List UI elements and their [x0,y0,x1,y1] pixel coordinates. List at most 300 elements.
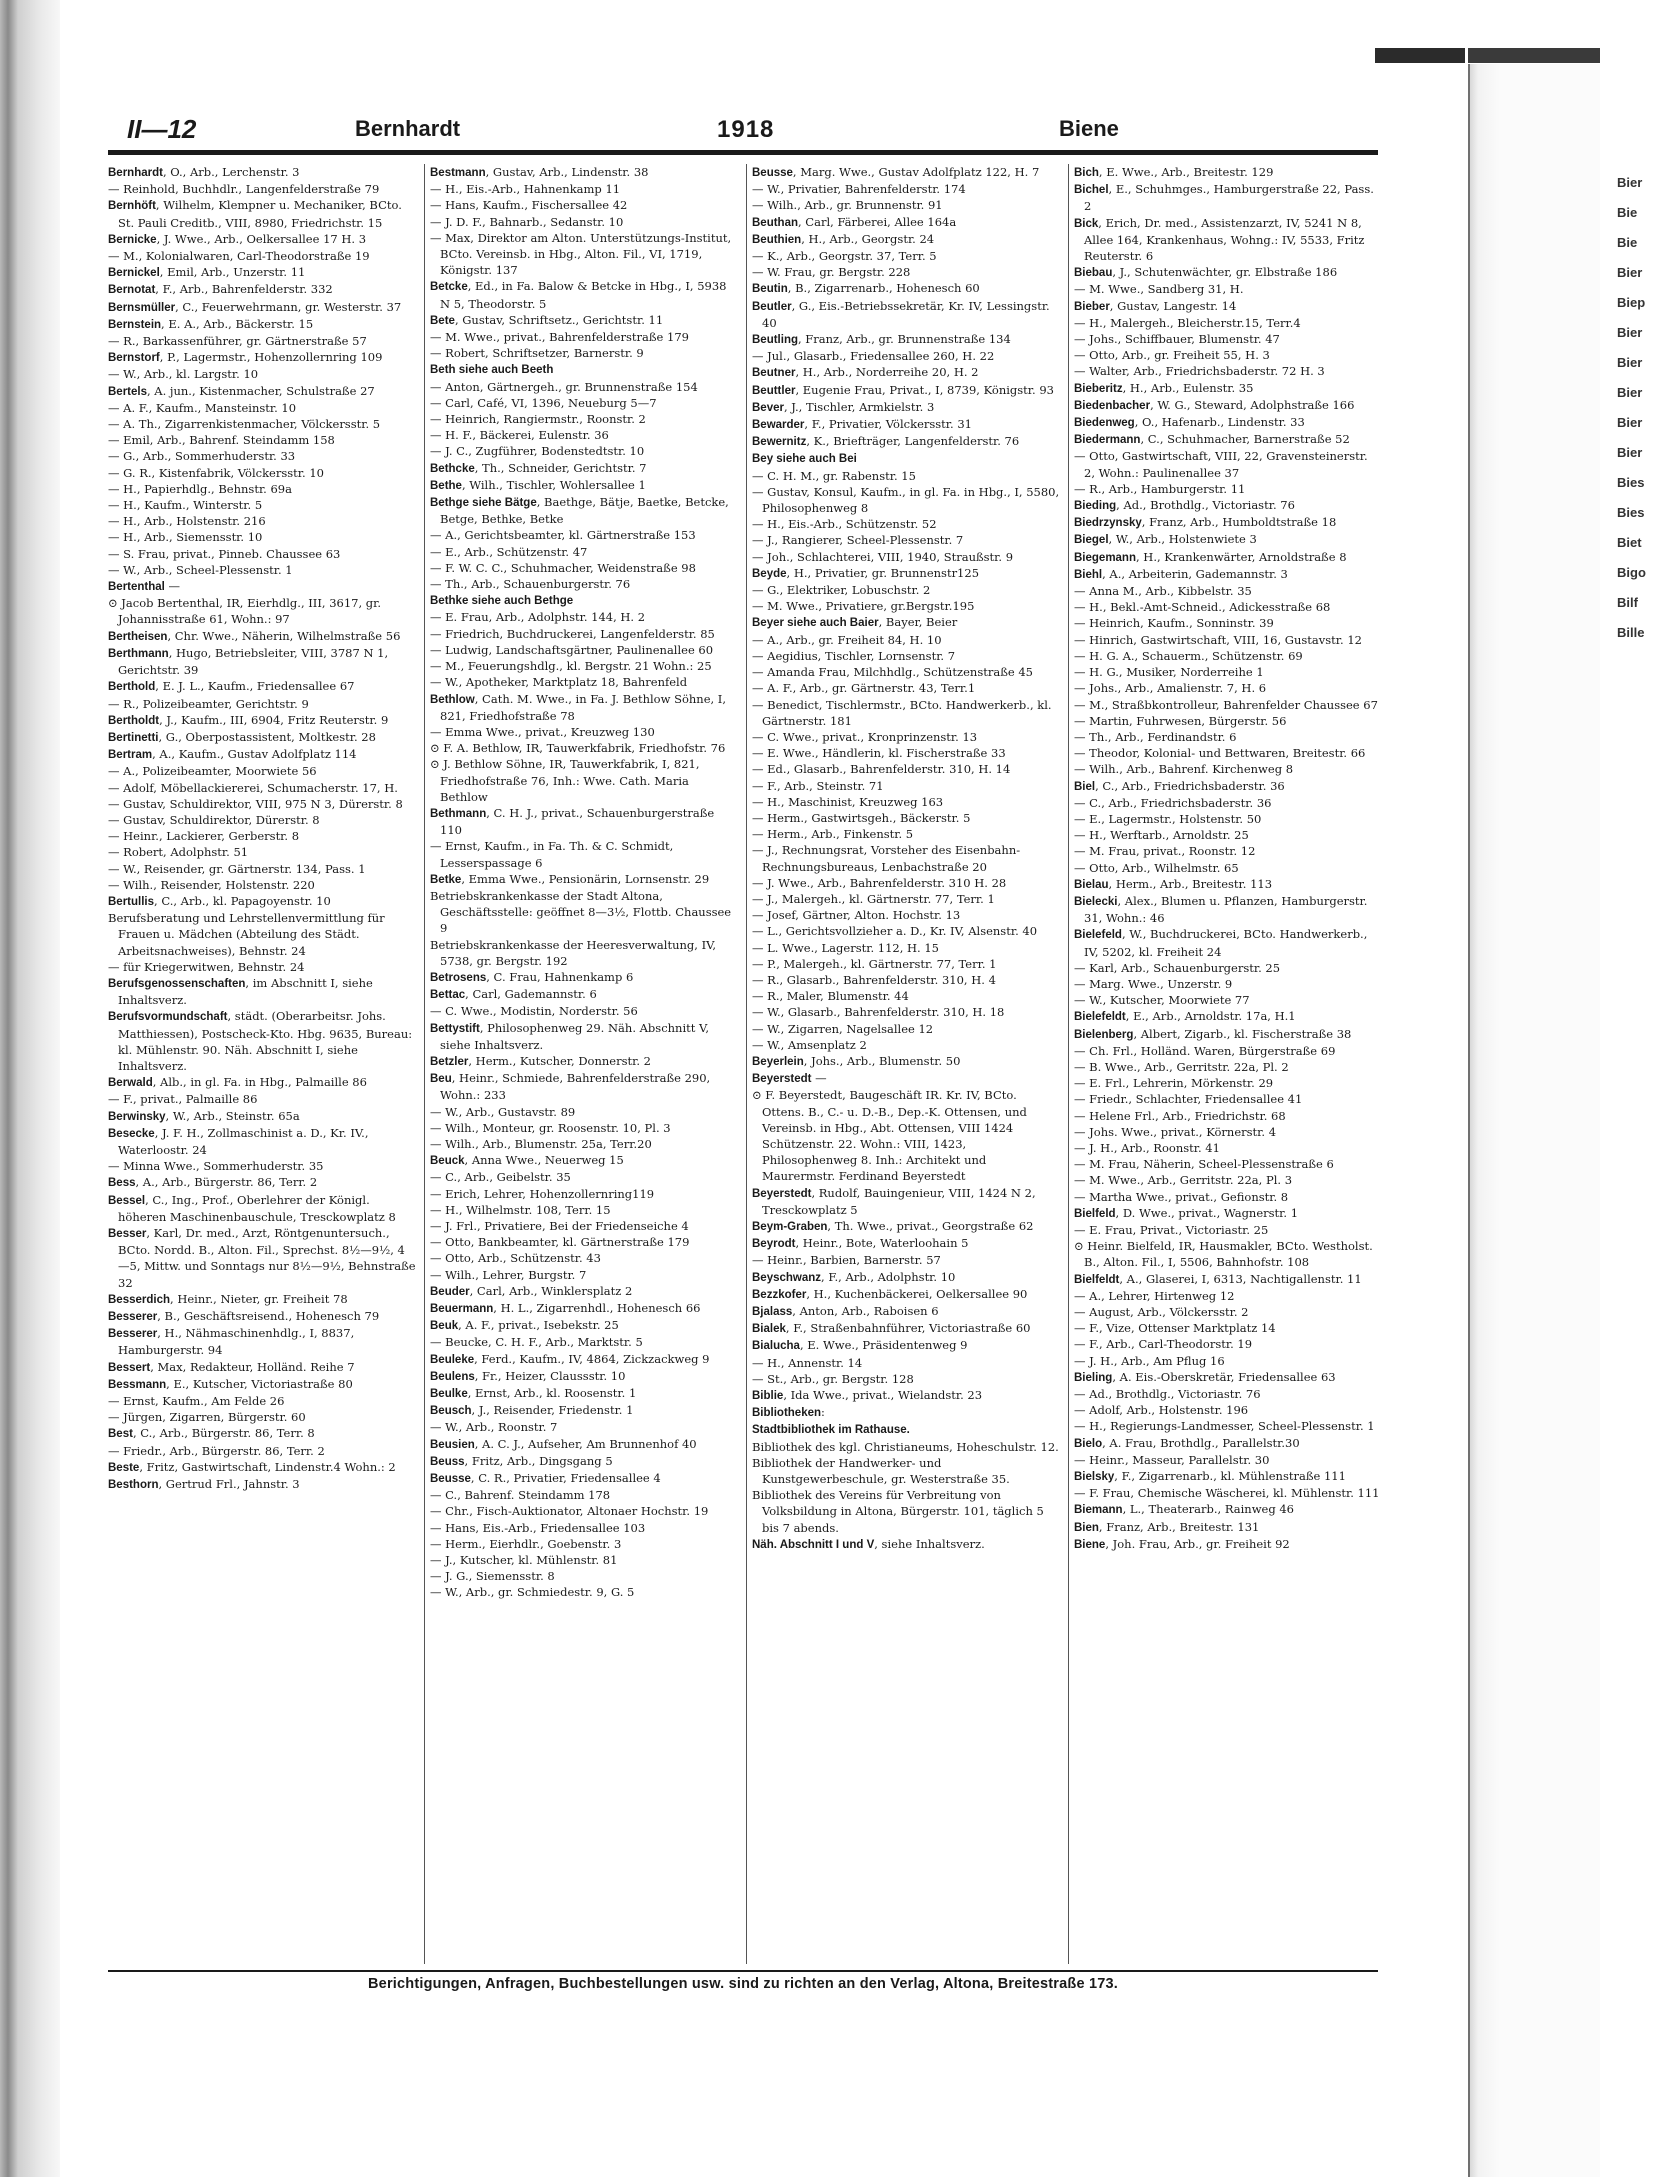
directory-entry: — Ch. Frl., Holländ. Waren, Bürgerstraße 69 [1074,1043,1336,1058]
directory-entry: Beutling, Franz, Arb., gr. Brunnenstraße 134 [752,332,1011,347]
directory-entry: — August, Arb., Völckersstr. 2 [1074,1305,1249,1320]
directory-entry: Berthold, E. J. L., Kaufm., Friedensallee 67 [108,679,355,694]
directory-entry: Bessel, C., Ing., Prof., Oberlehrer der Königl. höheren Maschinenbauschule, Tresckowplatz 8 [108,1192,396,1224]
directory-entry: — W., Apotheker, Marktplatz 18, Bahrenfeld [430,675,688,690]
directory-entry: — Minna Wwe., Sommerhuderstr. 35 [108,1159,324,1174]
directory-entry: — A., Polizeibeamter, Moorwiete 56 [108,764,317,779]
directory-entry: — Adolf, Arb., Holstenstr. 196 [1074,1403,1249,1418]
directory-entry: — W., Privatier, Bahrenfelderstr. 174 [752,182,966,197]
directory-entry: — R., Barkassenführer, gr. Gärtnerstraße 57 [108,334,367,349]
directory-entry: — G., Elektriker, Lobuschstr. 2 [752,583,931,598]
directory-entry: — A. F., Kaufm., Mansteinstr. 10 [108,400,297,415]
directory-entry: Berwinsky, W., Arb., Steinstr. 65a [108,1108,300,1123]
directory-entry: Biebau, J., Schutenwächter, gr. Elbstraße 186 [1074,265,1338,280]
directory-entry: Bettystift, Philosophenweg 29. Näh. Abschnitt V, siehe Inhaltsverz. [430,1020,709,1052]
directory-entry: — Hinrich, Gastwirtschaft, VIII, 16, Gustavstr. 12 [1074,632,1362,647]
directory-entry: — W., Arb., gr. Schmiedestr. 9, G. 5 [430,1585,635,1600]
directory-entry: Biemann, L., Theaterarb., Rainweg 46 [1074,1502,1294,1517]
directory-entry: Beuleke, Ferd., Kaufm., IV, 4864, Zickzackweg 9 [430,1351,710,1366]
directory-entry: Bertholdt, J., Kaufm., III, 6904, Fritz Reuterstr. 9 [108,712,389,727]
directory-entry: Bialek, F., Straßenbahnführer, Victoriastraße 60 [752,1321,1031,1336]
directory-entry: — H., Werftarb., Arnoldstr. 25 [1074,828,1249,843]
facing-page-fragment: Bie [1617,235,1638,250]
directory-entry: Bethlow, Cath. M. Wwe., in Fa. J. Bethlow Söhne, I, 821, Friedhofstraße 78 [430,691,727,723]
directory-columns [108,164,1378,1964]
directory-entry: Beym-Graben, Th. Wwe., privat., Georgstraße 62 [752,1219,1034,1233]
directory-entry: Bernsmüller, C., Feuerwehrmann, gr. Westerstr. 37 [108,299,402,314]
directory-entry: Biegel, W., Arb., Holstenwiete 3 [1074,532,1257,547]
directory-entry: — R., Arb., Hamburgerstr. 11 [1074,481,1246,496]
footer-rule [108,1970,1378,1972]
directory-entry: Bess, A., Arb., Bürgerstr. 86, Terr. 2 [108,1175,318,1190]
directory-entry: Biehl, A., Arbeiterin, Gademannstr. 3 [1074,566,1288,581]
directory-entry: Bielo, A. Frau, Brothdlg., Parallelstr.30 [1074,1435,1300,1450]
directory-entry: Bibliothek des Vereins für Verbreitung von Volksbildung in Altona, Bürgerstr. 101, täglich 5 bis 7 abends. [752,1488,1044,1535]
directory-entry: Bezzkofer, H., Kuchenbäckerei, Oelkersallee 90 [752,1286,1028,1301]
directory-entry: Beusien, A. C. J., Aufseher, Am Brunnenhof 40 [430,1436,697,1451]
directory-entry: — Wilh., Lehrer, Burgstr. 7 [430,1267,587,1282]
directory-entry: Bieberitz, H., Arb., Eulenstr. 35 [1074,380,1254,395]
directory-entry: Bestmann, Gustav, Arb., Lindenstr. 38 [430,165,649,179]
directory-entry: — Th., Arb., Schauenburgerstr. 76 [430,577,631,592]
directory-entry: — R., Glasarb., Bahrenfelderstr. 310, H. 4 [752,972,996,987]
directory-entry: — W., Kutscher, Moorwiete 77 [1074,993,1250,1008]
scan-top-band [1375,48,1465,63]
directory-entry: Bick, Erich, Dr. med., Assistenzarzt, IV, 5241 N 8, Allee 164, Krankenhaus, Wohng.: IV, 5533, Fritz Reuterstr. 6 [1074,215,1365,264]
directory-entry: — Walter, Arb., Friedrichsbaderstr. 72 H. 3 [1074,364,1325,379]
directory-entry: — Hans, Kaufm., Fischersallee 42 [430,198,628,213]
directory-entry: Beyerstedt, Rudolf, Bauingenieur, VIII, 1424 N 2, Tresckowplatz 5 [752,1185,1036,1217]
directory-entry: Bewarder, F., Privatier, Völckersstr. 31 [752,417,972,432]
directory-entry: — B. Wwe., Arb., Gerritstr. 22a, Pl. 2 [1074,1059,1289,1074]
directory-entry: Bielau, Herm., Arb., Breitestr. 113 [1074,876,1273,891]
directory-entry: Bessert, Max, Redakteur, Holländ. Reihe 7 [108,1359,355,1374]
directory-entry: — Ed., Glasarb., Bahrenfelderstr. 310, H. 14 [752,762,1011,777]
directory-entry: Bien, Franz, Arb., Breitestr. 131 [1074,1519,1260,1534]
directory-entry: Bibliothek des kgl. Christianeums, Hoheschulstr. 12. [752,1439,1059,1454]
directory-entry: — Heinrich, Rangiermstr., Roonstr. 2 [430,412,646,427]
directory-entry: — C. Wwe., Modistin, Norderstr. 56 [430,1004,638,1019]
directory-entry: — G., Arb., Sommerhuderstr. 33 [108,449,296,464]
directory-entry: Besecke, J. F. H., Zollmaschinist a. D., Kr. IV., Waterloostr. 24 [108,1125,369,1157]
directory-entry: Beuss, Fritz, Arb., Dingsgang 5 [430,1453,613,1468]
directory-entry: — H., Arb., Holstenstr. 216 [108,514,266,529]
header-rule [108,150,1378,155]
directory-entry: Bernhöft, Wilhelm, Klempner u. Mechaniker, BCto. St. Pauli Creditb., VIII, 8980, Friedrichstr. 15 [108,198,402,230]
directory-entry: — W., Arb., kl. Largstr. 10 [108,367,259,382]
directory-entry: Beutin, B., Zigarrenarb., Hohenesch 60 [752,281,980,296]
directory-entry: Berufsberatung und Lehrstellenvermittlung für Frauen u. Mädchen (Abteilung des Städt. Arbeitsnachweises), Behnstr. 24 [108,911,385,958]
directory-entry: Bialucha, E. Wwe., Präsidentenweg 9 [752,1338,968,1353]
directory-entry: — Robert, Schriftsetzer, Barnerstr. 9 [430,346,644,361]
directory-entry: — H., Papierhdlg., Behnstr. 69a [108,481,292,496]
directory-entry: — Theodor, Kolonial- und Bettwaren, Breitestr. 66 [1074,746,1366,761]
facing-page-fragment: Bilf [1617,595,1638,610]
directory-entry: — Josef, Gärtner, Alton. Hochstr. 13 [752,908,961,923]
directory-entry: Bertenthal — [108,579,181,594]
directory-entry: — Ernst, Kaufm., in Fa. Th. & C. Schmidt, Lesserspassage 6 [430,839,674,870]
directory-entry: Bewernitz, K., Briefträger, Langenfelderstr. 76 [752,434,1020,449]
column-2 [430,164,738,1964]
header-last-keyword: Biene [1059,116,1119,141]
directory-entry: Bernhardt, O., Arb., Lerchenstr. 3 [108,165,300,179]
directory-entry: Beste, Fritz, Gastwirtschaft, Lindenstr.4 Wohn.: 2 [108,1459,396,1474]
facing-page-fragment: Bier [1617,265,1643,280]
directory-entry: — St., Arb., gr. Bergstr. 128 [752,1371,914,1386]
facing-page-fragment: Bies [1617,475,1645,490]
directory-entry: — M., Feuerungshdlg., kl. Bergstr. 21 Wohn.: 25 [430,659,712,674]
directory-entry: — Karl, Arb., Schauenburgerstr. 25 [1074,960,1281,975]
directory-entry: Bernotat, F., Arb., Bahrenfelderstr. 332 [108,282,333,297]
directory-entry: Bertinetti, G., Oberpostassistent, Moltkestr. 28 [108,729,376,744]
directory-entry: — H. G. A., Schauerm., Schützenstr. 69 [1074,648,1303,663]
directory-entry: Beuder, Carl, Arb., Winklersplatz 2 [430,1283,633,1298]
directory-entry: — J. C., Zugführer, Bodenstedtstr. 10 [430,444,645,459]
directory-entry: — Wilh., Reisender, Holstenstr. 220 [108,877,315,892]
header-year: 1918 [717,116,775,143]
directory-entry: — J. Wwe., Arb., Bahrenfelderstr. 310 H. 28 [752,875,1007,890]
directory-entry: — Gustav, Konsul, Kaufm., in gl. Fa. in Hbg., I, 5580, Philosophenweg 8 [752,484,1060,516]
directory-entry: Bichel, E., Schuhmges., Hamburgerstraße 22, Pass. 2 [1074,182,1374,214]
directory-entry: Besser, Karl, Dr. med., Arzt, Röntgenuntersuch., BCto. Nordd. B., Alton. Fil., Sprechst. 8½—9½, 4—5, Mittw. und Sonntags nur 8½—9½, Behnstraße 32 [108,1226,416,1290]
directory-entry: — F. W. C. C., Schuhmacher, Weidenstraße 98 [430,560,696,575]
directory-entry: Bielecki, Alex., Blumen u. Pflanzen, Hamburgerstr. 31, Wohn.: 46 [1074,893,1368,926]
column-3 [752,164,1060,1964]
directory-entry: — Martha Wwe., privat., Gefionstr. 8 [1074,1189,1289,1204]
directory-entry: Beyerlein, Johs., Arb., Blumenstr. 50 [752,1053,961,1068]
directory-entry: Besserer, H., Nähmaschinenhdlg., I, 8837, Hamburgerstr. 94 [108,1326,355,1358]
directory-entry: — Chr., Fisch-Auktionator, Altonaer Hochstr. 19 [430,1504,709,1519]
directory-entry: — Carl, Café, VI, 1396, Neueburg 5—7 [430,395,657,410]
directory-entry: ⊙ Heinr. Bielfeld, IR, Hausmakler, BCto. Westholst. B., Alton. Fil., I, 5506, Bahnhofstr. 108 [1074,1239,1373,1270]
page-number: II—12 [127,114,197,144]
facing-page-fragment: Bier [1617,445,1643,460]
directory-entry: Berthmann, Hugo, Betriebsleiter, VIII, 3787 N 1, Gerichtstr. 39 [108,645,389,678]
directory-entry: — Otto, Bankbeamter, kl. Gärtnerstraße 179 [430,1235,690,1250]
directory-entry: — W., Arb., Roonstr. 7 [430,1420,558,1435]
directory-entry: — E. Wwe., Händlerin, kl. Fischerstraße 33 [752,746,1006,761]
directory-entry: — Friedrich, Buchdruckerei, Langenfelderstr. 85 [430,626,715,641]
directory-entry: Stadtbibliothek im Rathause. [752,1424,910,1437]
directory-entry: Beusch, J., Reisender, Friedenstr. 1 [430,1403,634,1418]
directory-entry: — Emma Wwe., privat., Kreuzweg 130 [430,724,655,739]
directory-entry: Beyde, H., Privatier, gr. Brunnenstr125 [752,565,980,580]
directory-entry: Bertullis, C., Arb., kl. Papagoyenstr. 10 [108,893,331,908]
footer-notice: Berichtigungen, Anfragen, Buchbestellungen usw. sind zu richten an den Verlag, Altona, Breitestraße 173. [368,1976,1118,1992]
directory-entry: — H., Eis.-Arb., Hahnenkamp 11 [430,182,621,197]
directory-entry: — H., Eis.-Arb., Schützenstr. 52 [752,517,937,532]
directory-entry: — A. Th., Zigarrenkistenmacher, Völckersstr. 5 [108,417,381,432]
facing-page-fragment: Bier [1617,175,1643,190]
directory-entry: Beuttler, Eugenie Frau, Privat., I, 8739, Königstr. 93 [752,382,1054,397]
directory-entry: — Herm., Arb., Finkenstr. 5 [752,827,914,842]
directory-entry: — Max, Direktor am Alton. Unterstützungs-Institut, BCto. Vereinsb. in Hbg., Alton. Fil., VI, 1719, Königstr. 137 [430,230,732,278]
facing-page-fragment: Bier [1617,325,1643,340]
directory-entry: Bernickel, Emil, Arb., Unzerstr. 11 [108,265,306,280]
directory-entry: — Anna M., Arb., Kibbelstr. 35 [1074,584,1252,599]
directory-entry: Betrosens, C. Frau, Hahnenkamp 6 [430,969,634,984]
directory-entry: — Reinhold, Buchhdlr., Langenfelderstraße 79 [108,182,380,197]
directory-entry: — W., Amsenplatz 2 [752,1037,867,1052]
directory-entry: — E. Frl., Lehrerin, Mörkenstr. 29 [1074,1076,1274,1091]
directory-entry: — W., Arb., Scheel-Plessenstr. 1 [108,562,293,577]
directory-entry: — A., Arb., gr. Freiheit 84, H. 10 [752,632,942,647]
directory-entry: — Friedr., Schlachter, Friedensallee 41 [1074,1092,1303,1107]
directory-entry: Beulke, Ernst, Arb., kl. Roosenstr. 1 [430,1386,637,1401]
directory-entry: — H., Maschinist, Kreuzweg 163 [752,794,944,809]
facing-page-fragment: Bier [1617,355,1643,370]
directory-entry: — Johs. Wwe., privat., Körnerstr. 4 [1074,1124,1277,1139]
directory-entry: Beyschwanz, F., Arb., Adolphstr. 10 [752,1269,956,1284]
directory-entry: — Beucke, C. H. F., Arb., Marktstr. 5 [430,1335,643,1350]
directory-entry: — Otto, Gastwirtschaft, VIII, 22, Gravensteinerstr. 2, Wohn.: Paulinenallee 37 [1074,449,1368,480]
directory-entry: Bernstorf, P., Lagermstr., Hohenzollernring 109 [108,350,383,365]
directory-entry: Biedenweg, O., Hafenarb., Lindenstr. 33 [1074,415,1305,430]
directory-entry: Bielefeldt, E., Arb., Arnoldstr. 17a, H.1 [1074,1009,1296,1024]
directory-entry: Bieding, Ad., Brothdlg., Victoriastr. 76 [1074,498,1295,513]
directory-entry: Bertels, A. jun., Kistenmacher, Schulstraße 27 [108,383,375,398]
directory-entry: — H., Wilhelmstr. 108, Terr. 15 [430,1202,611,1217]
directory-entry: Bertheisen, Chr. Wwe., Näherin, Wilhelmstraße 56 [108,628,401,643]
directory-entry: — A., Gerichtsbeamter, kl. Gärtnerstraße 153 [430,528,696,543]
directory-entry: — M. Frau, privat., Roonstr. 12 [1074,844,1256,859]
directory-entry: — Wilh., Arb., Bahrenf. Kirchenweg 8 [1074,762,1294,777]
directory-entry: — Adolf, Möbellackiererei, Schumacherstr. 17, H. [108,780,398,795]
directory-entry: — J., Kutscher, kl. Mühlenstr. 81 [430,1553,618,1568]
directory-entry: Bethge siehe Bätge, Baethge, Bätje, Baetke, Betcke, Betge, Bethke, Betke [430,495,729,527]
directory-entry: — Herm., Gastwirtsgeh., Bäckerstr. 5 [752,810,971,825]
directory-entry: Bieber, Gustav, Langestr. 14 [1074,298,1237,313]
facing-page [1470,64,1600,2177]
facing-page-fragment: Bier [1617,415,1643,430]
directory-entry: Betriebskrankenkasse der Stadt Altona, Geschäftsstelle: geöffnet 8—3½, Flottb. Chaussee 9 [430,888,732,936]
directory-entry: — P., Malergeh., kl. Gärtnerstr. 77, Terr. 1 [752,956,997,971]
directory-entry: — F., privat., Palmaille 86 [108,1092,258,1107]
directory-entry: — L., Gerichtsvollzieher a. D., Kr. IV, Alsenstr. 40 [752,924,1038,939]
directory-entry: Bethe, Wilh., Tischler, Wohlersallee 1 [430,477,646,492]
directory-entry: — Johs., Schiffbauer, Blumenstr. 47 [1074,332,1280,347]
directory-entry: — Heinr., Barbien, Barnerstr. 57 [752,1253,941,1268]
directory-entry: ⊙ F. A. Bethlow, IR, Tauwerkfabrik, Friedhofstr. 76 [430,741,726,756]
directory-entry: Bertram, A., Kaufm., Gustav Adolfplatz 114 [108,747,357,762]
directory-entry: Bernstein, E. A., Arb., Bäckerstr. 15 [108,316,314,331]
directory-entry: — Wilh., Monteur, gr. Roosenstr. 10, Pl. 3 [430,1120,671,1135]
directory-entry: — Th., Arb., Ferdinandstr. 6 [1074,729,1237,744]
directory-entry: — Joh., Schlachterei, VIII, 1940, Straußstr. 9 [752,549,1014,564]
directory-entry: — H., Malergeh., Bleicherstr.15, Terr.4 [1074,315,1301,330]
directory-entry: — Heinrich, Kaufm., Sonninstr. 39 [1074,616,1274,631]
directory-entry: Beuthien, H., Arb., Georgstr. 24 [752,231,935,246]
directory-entry: Biedrzynsky, Franz, Arb., Humboldtstraße 18 [1074,515,1337,530]
directory-entry: — A. F., Arb., gr. Gärtnerstr. 43, Terr.1 [752,681,976,696]
directory-entry: — Hans, Eis.-Arb., Friedensallee 103 [430,1520,646,1535]
directory-entry: Beutler, G., Eis.-Betriebssekretär, Kr. IV, Lessingstr. 40 [752,298,1050,330]
directory-entry: — M. Frau, Näherin, Scheel-Plessenstraße 6 [1074,1157,1334,1172]
directory-entry: — R., Maler, Blumenstr. 44 [752,989,909,1004]
directory-entry: — Herm., Eierhdlr., Goebenstr. 3 [430,1536,622,1551]
directory-entry: Betzler, Herm., Kutscher, Donnerstr. 2 [430,1053,651,1068]
directory-entry: — F., Arb., Carl-Theodorstr. 19 [1074,1337,1253,1352]
directory-entry: — Johs., Arb., Amalienstr. 7, H. 6 [1074,681,1267,696]
directory-entry: — C., Bahrenf. Steindamm 178 [430,1488,611,1503]
directory-entry: — H., Regierungs-Landmesser, Scheel-Plessenstr. 1 [1074,1419,1375,1434]
directory-entry: — Ernst, Kaufm., Am Felde 26 [108,1394,285,1409]
directory-entry: — H., Arb., Siemensstr. 10 [108,530,263,545]
directory-entry: — Otto, Arb., Wilhelmstr. 65 [1074,860,1239,875]
directory-entry: — Gustav, Schuldirektor, VIII, 975 N 3, Dürerstr. 8 [108,796,403,811]
column-divider [1068,164,1069,1964]
directory-entry: — E., Arb., Schützenstr. 47 [430,544,588,559]
directory-entry: Berufsvormundschaft, städt. (Oberarbeitsr. Johs. Matthiessen), Postscheck-Kto. Hbg. 9635, Bureau: kl. Mühlenstr. 90. Näh. Abschnitt I, siehe Inhaltsverz. [108,1009,413,1073]
directory-entry: Beulens, Fr., Heizer, Claussstr. 10 [430,1368,626,1383]
directory-entry: — Wilh., Arb., Blumenstr. 25a, Terr.20 [430,1136,652,1151]
directory-entry: — J., Rechnungsrat, Vorsteher des Eisenbahn-Rechnungsbureaus, Lenbachstraße 20 [752,843,1021,874]
directory-entry: — Gustav, Schuldirektor, Dürerstr. 8 [108,812,320,827]
facing-page-fragment: Biep [1617,295,1646,310]
directory-entry: Beutner, H., Arb., Norderreihe 20, H. 2 [752,365,979,380]
directory-entry: Bjalass, Anton, Arb., Raboisen 6 [752,1304,939,1319]
directory-entry: — H. F., Bäckerei, Eulenstr. 36 [430,428,609,443]
directory-entry: Bielsky, F., Zigarrenarb., kl. Mühlenstraße 111 [1074,1469,1346,1484]
directory-entry: — M. Wwe., Privatiere, gr.Bergstr.195 [752,599,975,614]
facing-page-fragment: Bigo [1617,565,1646,580]
facing-page-fragment: Bie [1617,205,1638,220]
facing-page-fragment: Biet [1617,535,1642,550]
column-divider [424,164,425,1964]
directory-entry: — Heinr., Masseur, Parallelstr. 30 [1074,1452,1270,1467]
directory-entry: Betcke, Ed., in Fa. Balow & Betcke in Hbg., I, 5938 N 5, Theodorstr. 5 [430,279,727,311]
directory-entry: ⊙ J. Bethlow Söhne, IR, Tauwerkfabrik, I, 821, Friedhofstraße 76, Inh.: Wwe. Cath. Maria Bethlow [430,757,700,804]
directory-entry: Biegemann, H., Krankenwärter, Arnoldstraße 8 [1074,549,1347,564]
directory-entry: Beusse, Marg. Wwe., Gustav Adolfplatz 122, H. 7 [752,165,1040,179]
directory-entry: — H. G., Musiker, Norderreihe 1 [1074,665,1264,680]
directory-entry: — E. Frau, Privat., Victoriastr. 25 [1074,1223,1269,1237]
directory-entry: Bey siehe auch Bei [752,453,857,466]
directory-entry: — R., Polizeibeamter, Gerichtstr. 9 [108,696,309,711]
directory-entry: — C., Arb., Geibelstr. 35 [430,1170,571,1185]
directory-entry: — E., Lagermstr., Holstenstr. 50 [1074,811,1262,826]
directory-entry: — C. Wwe., privat., Kronprinzenstr. 13 [752,729,978,744]
column-4 [1074,164,1382,1964]
facing-page-fragment: Bies [1617,505,1645,520]
directory-entry: — J. G., Siemensstr. 8 [430,1569,555,1584]
directory-entry: — W. Frau, gr. Bergstr. 228 [752,265,911,280]
directory-entry: Biel, C., Arb., Friedrichsbaderstr. 36 [1074,778,1285,793]
directory-entry: — Erich, Lehrer, Hohenzollernring119 [430,1186,655,1201]
directory-entry: Bibliothek der Handwerker- und Kunstgewerbeschule, gr. Westerstraße 35. [752,1455,1010,1487]
page-header [100,114,1390,154]
directory-entry: — H., Annenstr. 14 [752,1355,863,1370]
directory-entry: — E. Frau, Arb., Adolphstr. 144, H. 2 [430,610,646,625]
directory-entry: ⊙ F. Beyerstedt, Baugeschäft IR. Kr. IV, BCto. Ottens. B., C.- u. D.-B., Dep.-K. Ottensen, und Vereinsb. in Hbg., Abt. Ottensen, VIII 1424 Schützenstr. 22. Wohn.: VIII, 1423, Philosophenweg 8. Inh.: Architekt und Maurermstr. Ferdinand Beyerstedt [752,1088,1027,1184]
directory-entry: Bielfeldt, A., Glaserei, I, 6313, Nachtigallenstr. 11 [1074,1271,1362,1286]
scan-left-margin [0,0,60,2177]
directory-entry: — Marg. Wwe., Unzerstr. 9 [1074,976,1233,991]
directory-entry: — Ludwig, Landschaftsgärtner, Paulinenallee 60 [430,642,714,657]
directory-entry: — H., Bekl.-Amt-Schneid., Adickesstraße 68 [1074,600,1331,615]
column-divider [746,164,747,1964]
directory-entry: Bethcke, Th., Schneider, Gerichtstr. 7 [430,460,647,475]
directory-entry: Beyerstedt — [752,1071,827,1086]
directory-entry: Bessmann, E., Kutscher, Victoriastraße 80 [108,1376,353,1391]
facing-page-fragments [1617,175,1657,655]
directory-entry: — Jürgen, Zigarren, Bürgerstr. 60 [108,1410,306,1425]
directory-entry: Bich, E. Wwe., Arb., Breitestr. 129 [1074,165,1274,179]
directory-entry: — Robert, Adolphstr. 51 [108,845,249,860]
directory-entry: — M., Kolonialwaren, Carl-Theodorstraße 19 [108,249,370,264]
directory-entry: — Martin, Fuhrwesen, Bürgerstr. 56 [1074,713,1287,728]
directory-entry: — J., Malergeh., kl. Gärtnerstr. 77, Terr. 1 [752,891,995,906]
directory-entry: Biedenbacher, W. G., Steward, Adolphstraße 166 [1074,397,1355,412]
directory-entry: Berufsgenossenschaften, im Abschnitt I, siehe Inhaltsverz. [108,975,373,1008]
directory-entry: Bettac, Carl, Gademannstr. 6 [430,987,597,1002]
directory-entry: Best, C., Arb., Bürgerstr. 86, Terr. 8 [108,1426,315,1441]
directory-entry: Besthorn, Gertrud Frl., Jahnstr. 3 [108,1477,300,1492]
directory-entry: — H., Kaufm., Winterstr. 5 [108,498,263,513]
directory-entry: Biedermann, C., Schuhmacher, Barnerstraße 52 [1074,432,1350,447]
directory-entry: — J. H., Arb., Roonstr. 41 [1074,1140,1220,1155]
column-1 [108,164,416,1964]
directory-entry: — F., Arb., Steinstr. 71 [752,778,884,793]
directory-entry: — L. Wwe., Lagerstr. 112, H. 15 [752,940,939,955]
directory-entry: Beth siehe auch Beeth [430,364,554,377]
directory-entry: — Heinr., Lackierer, Gerberstr. 8 [108,829,300,844]
directory-entry: — Otto, Arb., gr. Freiheit 55, H. 3 [1074,348,1270,363]
directory-entry: Besserer, B., Geschäftsreisend., Hohenesch 79 [108,1309,380,1324]
directory-entry: — Wilh., Arb., gr. Brunnenstr. 91 [752,198,943,213]
directory-entry: — für Kriegerwitwen, Behnstr. 24 [108,959,305,974]
directory-entry: Betriebskrankenkasse der Heeresverwaltung, IV, 5738, gr. Bergstr. 192 [430,937,717,968]
directory-entry: Biblie, Ida Wwe., privat., Wielandstr. 23 [752,1388,983,1403]
directory-entry: — Ad., Brothdlg., Victoriastr. 76 [1074,1387,1261,1402]
directory-entry: Bielfeld, D. Wwe., privat., Wagnerstr. 1 [1074,1205,1299,1220]
directory-entry: — F. Frau, Chemische Wäscherei, kl. Mühlenstr. 111 [1074,1486,1380,1501]
directory-entry: — Friedr., Arb., Bürgerstr. 86, Terr. 2 [108,1443,325,1458]
directory-entry: Beuermann, H. L., Zigarrenhdl., Hohenesch 66 [430,1301,701,1316]
directory-entry: — W., Reisender, gr. Gärtnerstr. 134, Pass. 1 [108,861,366,876]
directory-entry: Bibliotheken: [752,1405,825,1420]
directory-entry: — Benedict, Tischlermstr., BCto. Handwerkerb., kl. Gärtnerstr. 181 [752,697,1052,728]
directory-entry: — W., Glasarb., Bahrenfelderstr. 310, H. 18 [752,1005,1005,1020]
directory-entry: — G. R., Kistenfabrik, Völckersstr. 10 [108,465,324,480]
directory-entry: — M. Wwe., privat., Bahrenfelderstraße 179 [430,330,689,345]
facing-page-fragment: Bier [1617,385,1643,400]
directory-entry: Bethmann, C. H. J., privat., Schauenburgerstraße 110 [430,805,715,838]
directory-entry: — Helene Frl., Arb., Friedrichstr. 68 [1074,1108,1286,1123]
directory-entry: Beu, Heinr., Schmiede, Bahrenfelderstraße 290, Wohn.: 233 [430,1071,711,1103]
directory-entry: — J., Rangierer, Scheel-Plessenstr. 7 [752,533,964,548]
scan-top-edge [1468,48,1600,63]
directory-entry: — F., Vize, Ottenser Marktplatz 14 [1074,1321,1276,1336]
directory-entry: Beyrodt, Heinr., Bote, Waterloohain 5 [752,1236,969,1251]
directory-entry: — M., Straßbkontrolleur, Bahrenfelder Chaussee 67 [1074,697,1378,712]
directory-entry: — S. Frau, privat., Pinneb. Chaussee 63 [108,546,341,561]
directory-entry: — Jul., Glasarb., Friedensallee 260, H. 22 [752,349,995,364]
directory-entry: Bever, J., Tischler, Armkielstr. 3 [752,399,935,414]
directory-entry: Berwald, Alb., in gl. Fa. in Hbg., Palmaille 86 [108,1075,367,1090]
directory-entry: Bieling, A. Eis.-Oberskretär, Friedensallee 63 [1074,1369,1336,1384]
directory-entry: Biene, Joh. Frau, Arb., gr. Freiheit 92 [1074,1536,1290,1551]
directory-entry: — Aegidius, Tischler, Lornsenstr. 7 [752,648,956,663]
directory-entry: Beyer siehe auch Baier, Bayer, Beier [752,615,958,630]
directory-entry: — M. Wwe., Sandberg 31, H. [1074,282,1244,297]
directory-entry: — K., Arb., Georgstr. 37, Terr. 5 [752,249,937,264]
directory-entry: Beuk, A. F., privat., Isebekstr. 25 [430,1318,619,1333]
directory-entry: — M. Wwe., Arb., Gerritstr. 22a, Pl. 3 [1074,1173,1293,1188]
directory-entry: Beuthan, Carl, Färberei, Allee 164a [752,214,957,229]
directory-entry: — Otto, Arb., Schützenstr. 43 [430,1251,601,1266]
directory-entry: Besserdich, Heinr., Nieter, gr. Freiheit 78 [108,1291,348,1306]
